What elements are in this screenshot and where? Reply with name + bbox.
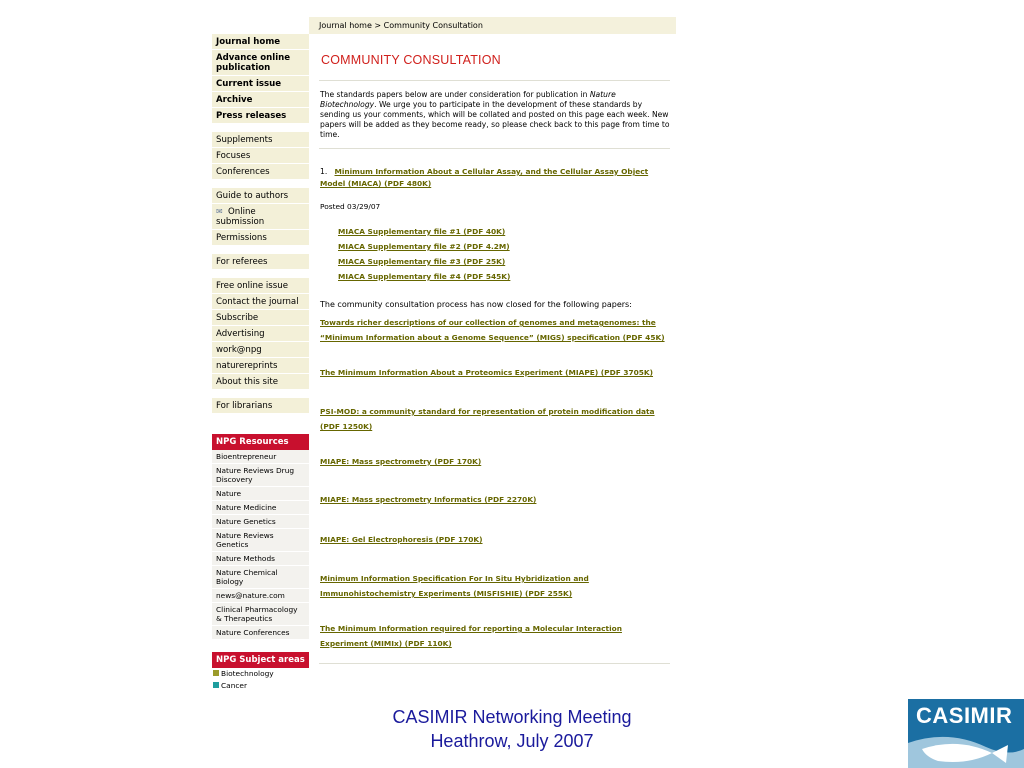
- closed-paper-link[interactable]: PSI-MOD: a community standard for representation of protein modification data (PDF 1250K): [320, 407, 655, 431]
- sidebar-item-label: Free online issue: [216, 281, 288, 291]
- breadcrumb: Journal home > Community Consultation: [309, 17, 676, 34]
- sidebar-item-label: Permissions: [216, 233, 267, 243]
- sidebar-item[interactable]: [212, 164, 309, 180]
- supplementary-file-link[interactable]: MIACA Supplementary file #3 (PDF 25K): [338, 257, 506, 266]
- subject-area-label: Biotechnology: [221, 669, 274, 678]
- sidebar-item-label: For referees: [216, 257, 268, 267]
- sidebar-top-spacer: [212, 17, 309, 34]
- sidebar-item[interactable]: [212, 278, 309, 294]
- closed-paper-link[interactable]: The Minimum Information About a Proteomics Experiment (MIAPE) (PDF 3705K): [320, 368, 654, 377]
- sidebar-item[interactable]: [212, 358, 309, 374]
- resource-link[interactable]: Bioentrepreneur: [212, 450, 309, 464]
- subject-area-label: Cancer: [221, 681, 248, 690]
- website-screenshot: [212, 17, 676, 690]
- slide-footer: [362, 705, 662, 753]
- sidebar-item[interactable]: [212, 374, 309, 390]
- closed-paper-link[interactable]: The Minimum Information required for reporting a Molecular Interaction Experiment (MIMIx) (PDF 110K): [320, 624, 622, 648]
- sidebar-item-label: About this site: [216, 377, 279, 387]
- resource-link[interactable]: Nature Medicine: [212, 501, 309, 515]
- sidebar-item-label: Advertising: [216, 329, 265, 339]
- sidebar-gap: [212, 414, 309, 422]
- sidebar-item[interactable]: [212, 76, 309, 92]
- left-sidebar: [212, 17, 309, 690]
- sidebar-item[interactable]: [212, 148, 309, 164]
- sidebar-item[interactable]: [212, 132, 309, 148]
- subject-area-link[interactable]: [212, 668, 309, 680]
- resource-link[interactable]: Nature Chemical Biology: [212, 566, 309, 589]
- sidebar-item[interactable]: [212, 34, 309, 50]
- sidebar-item-label: Contact the journal: [216, 297, 299, 307]
- supplementary-file-link[interactable]: MIACA Supplementary file #1 (PDF 40K): [338, 227, 506, 236]
- sidebar-item[interactable]: [212, 310, 309, 326]
- paper-number: 1.: [320, 167, 328, 176]
- logo-text: CASIMIR: [916, 703, 1013, 728]
- supplementary-file-link[interactable]: MIACA Supplementary file #2 (PDF 4.2M): [338, 242, 510, 251]
- paper-1-link[interactable]: Minimum Information About a Cellular Assay, and the Cellular Assay Object Model (MIACA) (PDF 480K): [320, 167, 649, 188]
- resource-link[interactable]: Nature Conferences: [212, 626, 309, 640]
- sidebar-item-label: Journal home: [216, 37, 281, 47]
- closed-paper-link[interactable]: Minimum Information Specification For In Situ Hybridization and Immunohistochemistry Experiments (MISFISHIE) (PDF 255K): [320, 574, 589, 598]
- sidebar-item-label: For librarians: [216, 401, 273, 411]
- divider: [319, 663, 670, 664]
- resource-link[interactable]: news@nature.com: [212, 589, 309, 603]
- npg-subject-areas-heading: NPG Subject areas: [212, 652, 309, 668]
- sidebar-item[interactable]: [212, 342, 309, 358]
- sidebar-item-label: Online submission: [216, 207, 265, 227]
- sidebar-item[interactable]: [212, 188, 309, 204]
- sidebar-item-label: naturereprints: [216, 361, 278, 371]
- sidebar-item[interactable]: [212, 204, 309, 230]
- intro-text: [309, 81, 676, 148]
- sidebar-item-label: Subscribe: [216, 313, 259, 323]
- sidebar-item[interactable]: [212, 230, 309, 246]
- resource-link[interactable]: Nature Reviews Drug Discovery: [212, 464, 309, 487]
- sidebar-item-label: Supplements: [216, 135, 273, 145]
- footer-line-2: Heathrow, July 2007: [430, 731, 594, 751]
- sidebar-gap: [212, 246, 309, 254]
- sidebar-item-label: Archive: [216, 95, 253, 105]
- sidebar-item-label: Advance online publication: [216, 53, 291, 73]
- subject-area-link[interactable]: [212, 680, 309, 692]
- sidebar-item-label: Conferences: [216, 167, 270, 177]
- closed-paper-link[interactable]: Towards richer descriptions of our collection of genomes and metagenomes: the “Minimum Information about a Genome Sequence” (MIGS) specification (PDF 45K): [320, 318, 665, 342]
- resource-link[interactable]: Nature Methods: [212, 552, 309, 566]
- sidebar-item[interactable]: [212, 398, 309, 414]
- sidebar-item[interactable]: [212, 294, 309, 310]
- sidebar-item[interactable]: [212, 92, 309, 108]
- sidebar-gap: [212, 124, 309, 132]
- square-bullet-icon: [213, 670, 219, 676]
- sidebar-gap: [212, 390, 309, 398]
- intro-text-after: . We urge you to participate in the development of these standards by sending us your comments, which will be collated and posted on this page each week. New papers will be added as they become ready, so please check back to this page from time to time.: [320, 100, 670, 139]
- sidebar-gap: [212, 180, 309, 188]
- sidebar-item-label: Press releases: [216, 111, 287, 121]
- journal-name: Nature Biotechnology: [320, 90, 616, 109]
- sidebar-item[interactable]: [212, 326, 309, 342]
- page-title: COMMUNITY CONSULTATION: [321, 53, 501, 67]
- sidebar-item[interactable]: [212, 108, 309, 124]
- paper-1: [309, 149, 676, 190]
- resource-link[interactable]: Nature Reviews Genetics: [212, 529, 309, 552]
- sidebar-item-label: Current issue: [216, 79, 282, 89]
- resource-link[interactable]: Clinical Pharmacology & Therapeutics: [212, 603, 309, 626]
- posted-date: Posted 03/29/07: [320, 202, 381, 211]
- supplementary-file-link[interactable]: MIACA Supplementary file #4 (PDF 545K): [338, 272, 511, 281]
- intro-text-before: The standards papers below are under consideration for publication in: [320, 90, 590, 99]
- sidebar-item-label: Guide to authors: [216, 191, 289, 201]
- sidebar-item-label: Focuses: [216, 151, 251, 161]
- resource-link[interactable]: Nature: [212, 487, 309, 501]
- square-bullet-icon: [213, 682, 219, 688]
- envelope-icon: ✉: [216, 207, 223, 216]
- main-content: [309, 17, 676, 668]
- closed-notice: The community consultation process has now closed for the following papers:: [320, 300, 632, 309]
- closed-paper-link[interactable]: MIAPE: Mass spectrometry Informatics (PDF 2270K): [320, 495, 537, 504]
- sidebar-item[interactable]: [212, 50, 309, 76]
- supplementary-files: [309, 211, 676, 283]
- closed-paper-link[interactable]: MIAPE: Mass spectrometry (PDF 170K): [320, 457, 482, 466]
- closed-paper-link[interactable]: MIAPE: Gel Electrophoresis (PDF 170K): [320, 535, 483, 544]
- npg-resources-heading: NPG Resources: [212, 434, 309, 450]
- resource-link[interactable]: Nature Genetics: [212, 515, 309, 529]
- sidebar-item-label: work@npg: [216, 345, 262, 355]
- footer-line-1: CASIMIR Networking Meeting: [392, 707, 632, 727]
- sidebar-item[interactable]: [212, 254, 309, 270]
- casimir-logo: [908, 699, 1024, 768]
- sidebar-gap: [212, 270, 309, 278]
